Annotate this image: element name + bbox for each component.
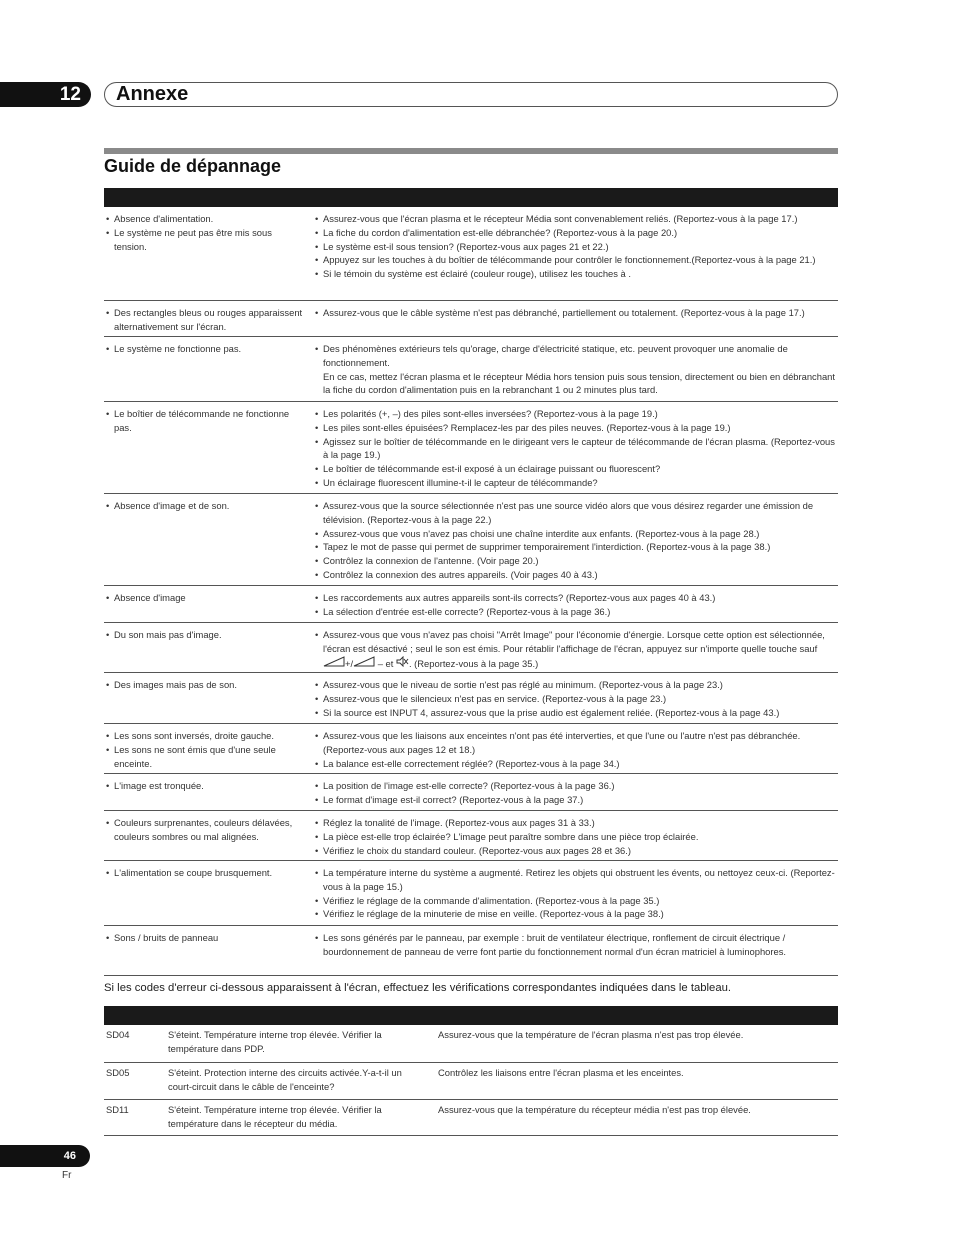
symptom-list	[106, 816, 306, 844]
symptom-list	[106, 678, 306, 692]
table-row	[104, 724, 838, 774]
table-row	[104, 811, 838, 861]
remedy: • Vérifiez le réglage de la commande d'alimentation. (Reportez-vous à la page 35.)	[315, 894, 837, 908]
remedy: • La position de l'image est-elle correcte? (Reportez-vous à la page 36.)	[315, 779, 837, 793]
mute-icon	[396, 656, 409, 667]
symptom: • Couleurs surprenantes, couleurs délavées, couleurs sombres ou mal alignées.	[106, 816, 306, 844]
chapter-number-tab	[0, 82, 91, 107]
section-title: Guide de dépannage	[104, 156, 282, 176]
symptom: • Le système ne peut pas être mis sous tension.	[106, 226, 306, 254]
volume-down-icon	[323, 656, 345, 667]
symptom: • Les sons sont inversés, droite gauche.	[106, 729, 306, 743]
symptom: • L'image est tronquée.	[106, 779, 306, 793]
remedy: • Les polarités (+, –) des piles sont-elles inversées? (Reportez-vous à la page 19.)	[315, 407, 837, 421]
remedy: • Si le témoin du système est éclairé (couleur rouge), utilisez les touches à .	[315, 267, 837, 281]
remedy: • Un éclairage fluorescent illumine-t-il le capteur de télécommande?	[315, 476, 837, 490]
volume-up-icon	[353, 656, 375, 667]
remedy: • Le boîtier de télécommande est-il exposé à un éclairage puissant ou fluorescent?	[315, 462, 837, 476]
error-description: S'éteint. Température interne trop élevée. Vérifier la température dans le récepteur du média.	[168, 1104, 382, 1129]
symptom: • Des images mais pas de son.	[106, 678, 306, 692]
table-row	[104, 402, 838, 494]
symptom-list	[106, 342, 306, 356]
volume-minus-label: – et	[377, 657, 394, 669]
remedy: • Le système est-il sous tension? (Reportez-vous aux pages 21 et 22.)	[315, 240, 837, 254]
table-row	[104, 926, 838, 976]
remedy: • Assurez-vous que les liaisons aux enceintes n'ont pas été interverties, et que l'une ou l'autre n'est pas débranchée. (Reportez-vous aux pages 12 et 18.)	[315, 729, 837, 757]
page-number-tab	[0, 1145, 90, 1167]
remedy: • Les sons générés par le panneau, par exemple : bruit de ventilateur électrique, ronflement de circuit électrique / bourdonnement de panneau de verre font partie du fonctionnement normal d'un écran matriciel à luminophores.	[315, 931, 837, 959]
symptom-list	[106, 212, 306, 253]
symptom: • Absence d'image et de son.	[106, 499, 306, 513]
table-row	[104, 774, 838, 811]
remedy	[315, 628, 837, 670]
chapter-number: 12	[59, 84, 81, 105]
remedy-list	[315, 931, 837, 959]
remedy-list	[315, 816, 837, 857]
table-row	[104, 337, 838, 402]
remedy: • Agissez sur le boîtier de télécommande en le dirigeant vers le capteur de télécommande de l'écran plasma. (Reportez-vous à la page 19.)	[315, 435, 837, 463]
symptom: • Absence d'image	[106, 591, 306, 605]
remedy: • Le format d'image est-il correct? (Reportez-vous à la page 37.)	[315, 793, 837, 807]
remedy: • Assurez-vous que le niveau de sortie n'est pas réglé au minimum. (Reportez-vous à la page 23.)	[315, 678, 837, 692]
symptom-list	[106, 779, 306, 793]
remedy: • Des phénomènes extérieurs tels qu'orage, charge d'électricité statique, etc. peuvent provoquer une anomalie de fonctionnement. En ce cas, mettez l'écran plasma et le récepteur Média hors tension puis sous tension, directement ou bien en débranchant la fiche du cordon d'alimentation puis en la rebranchant 1 ou 2 minutes plus tard.	[315, 342, 837, 397]
table-row	[104, 861, 838, 926]
remedy-list	[315, 591, 837, 619]
remedy: • Les piles sont-elles épuisées? Remplacez-les par des piles neuves. (Reportez-vous à la page 19.)	[315, 421, 837, 435]
remedy: • Assurez-vous que la source sélectionnée n'est pas une source vidéo alors que vous désirez regarder une émission de télévision. (Reportez-vous à la page 22.)	[315, 499, 837, 527]
remedy-list	[315, 212, 837, 281]
table-row	[104, 586, 838, 623]
remedy-list	[315, 729, 837, 770]
remedy: • Vérifiez le choix du standard couleur. (Reportez-vous aux pages 28 et 36.)	[315, 844, 837, 858]
symptom: • Sons / bruits de panneau	[106, 931, 306, 945]
volume-plus-label: +/	[345, 657, 354, 669]
remedy-text: Assurez-vous que vous n'avez pas choisi "Arrêt Image" pour l'économie d'énergie. Lorsque cette option est sélectionnée, l'écran est désactivé ; seul le son est émis. Pour rétablir l'affichage de l'écran, appuyez sur n'importe quelle touche sauf	[323, 629, 825, 654]
page-number: 46	[63, 1150, 76, 1162]
error-code-row	[104, 1100, 838, 1136]
table-row	[104, 623, 838, 673]
symptom-list	[106, 499, 306, 513]
error-code-row	[104, 1025, 838, 1063]
table-row	[104, 673, 838, 724]
symptom-list	[106, 866, 306, 880]
symptom-list	[106, 628, 306, 642]
remedy-list	[315, 499, 837, 582]
chapter-title-bar	[104, 82, 838, 107]
error-code: SD04	[106, 1029, 130, 1040]
symptom: • Les sons ne sont émis que d'une seule enceinte.	[106, 743, 306, 771]
error-code-row	[104, 1063, 838, 1100]
symptom-list	[106, 591, 306, 605]
remedy-list	[315, 342, 837, 397]
remedy-list	[315, 628, 837, 670]
symptom: • Du son mais pas d'image.	[106, 628, 306, 642]
error-code-note: Si les codes d'erreur ci-dessous apparaissent à l'écran, effectuez les vérifications correspondantes indiquées dans le tableau.	[104, 982, 732, 994]
remedy: • La température interne du système a augmenté. Retirez les objets qui obstruent les évents, ou nettoyez ceux-ci. (Reportez-vous à la page 15.)	[315, 866, 837, 894]
remedy: • La balance est-elle correctement réglée? (Reportez-vous à la page 34.)	[315, 757, 837, 771]
table-row	[104, 301, 838, 337]
error-description: S'éteint. Température interne trop élevée. Vérifier la température dans PDP.	[168, 1029, 382, 1054]
table-row	[104, 207, 838, 301]
remedy-list	[315, 866, 837, 921]
remedy: • Réglez la tonalité de l'image. (Reportez-vous aux pages 31 à 33.)	[315, 816, 837, 830]
remedy-list	[315, 779, 837, 807]
remedy: • Assurez-vous que vous n'avez pas choisi une chaîne interdite aux enfants. (Reportez-vous à la page 28.)	[315, 527, 837, 541]
remedy: • Vérifiez le réglage de la minuterie de mise en veille. (Reportez-vous à la page 38.)	[315, 907, 837, 921]
remedy-list	[315, 678, 837, 719]
symptom: • L'alimentation se coupe brusquement.	[106, 866, 306, 880]
remedy: • Contrôlez la connexion des autres appareils. (Voir pages 40 à 43.)	[315, 568, 837, 582]
error-action: Contrôlez les liaisons entre l'écran plasma et les enceintes.	[438, 1067, 684, 1078]
chapter-title: Annexe	[116, 83, 189, 105]
symptom: • Le boîtier de télécommande ne fonctionne pas.	[106, 407, 306, 435]
symptom: • Des rectangles bleus ou rouges apparaissent alternativement sur l'écran.	[106, 306, 306, 334]
remedy: • La sélection d'entrée est-elle correcte? (Reportez-vous à la page 36.)	[315, 605, 837, 619]
error-action: Assurez-vous que la température de l'écran plasma n'est pas trop élevée.	[438, 1029, 744, 1040]
symptom-list	[106, 306, 306, 334]
remedy: • La fiche du cordon d'alimentation est-elle débranchée? (Reportez-vous à la page 20.)	[315, 226, 837, 240]
troubleshooting-table-header	[104, 188, 838, 207]
error-code-table-header	[104, 1006, 838, 1025]
table-row	[104, 494, 838, 586]
error-code: SD11	[106, 1104, 129, 1115]
symptom: • Absence d'alimentation.	[106, 212, 306, 226]
remedy: • Assurez-vous que le câble système n'est pas débranché, partiellement ou totalement. (Reportez-vous à la page 17.)	[315, 306, 837, 320]
symptom: • Le système ne fonctionne pas.	[106, 342, 306, 356]
symptom-list	[106, 407, 306, 435]
remedy: • Tapez le mot de passe qui permet de supprimer temporairement l'interdiction. (Reportez-vous à la page 38.)	[315, 540, 837, 554]
remedy: • Assurez-vous que l'écran plasma et le récepteur Média sont convenablement reliés. (Reportez-vous à la page 17.)	[315, 212, 837, 226]
error-action: Assurez-vous que la température du récepteur média n'est pas trop élevée.	[438, 1104, 751, 1115]
remedy: • Contrôlez la connexion de l'antenne. (Voir page 20.)	[315, 554, 837, 568]
remedy: • Assurez-vous que le silencieux n'est pas en service. (Reportez-vous à la page 23.)	[315, 692, 837, 706]
error-description: S'éteint. Protection interne des circuits activée.Y-a-t-il un court-circuit dans le câble de l'enceinte?	[168, 1067, 402, 1092]
symptom-list	[106, 729, 306, 770]
remedy: • Les raccordements aux autres appareils sont-ils corrects? (Reportez-vous aux pages 40 à 43.)	[315, 591, 837, 605]
page-language: Fr	[62, 1170, 72, 1181]
remedy-list	[315, 407, 837, 490]
remedy: • Appuyez sur les touches à du boîtier de télécommande pour contrôler le fonctionnement.(Reportez-vous à la page 21.)	[315, 253, 837, 267]
error-code: SD05	[106, 1067, 130, 1078]
remedy-list	[315, 306, 837, 320]
symptom-list	[106, 931, 306, 945]
remedy-reference: . (Reportez-vous à la page 35.)	[408, 657, 539, 669]
remedy: • La pièce est-elle trop éclairée? L'image peut paraître sombre dans une pièce trop éclairée.	[315, 830, 837, 844]
remedy: • Si la source est INPUT 4, assurez-vous que la prise audio est également reliée. (Reportez-vous à la page 43.)	[315, 706, 837, 720]
